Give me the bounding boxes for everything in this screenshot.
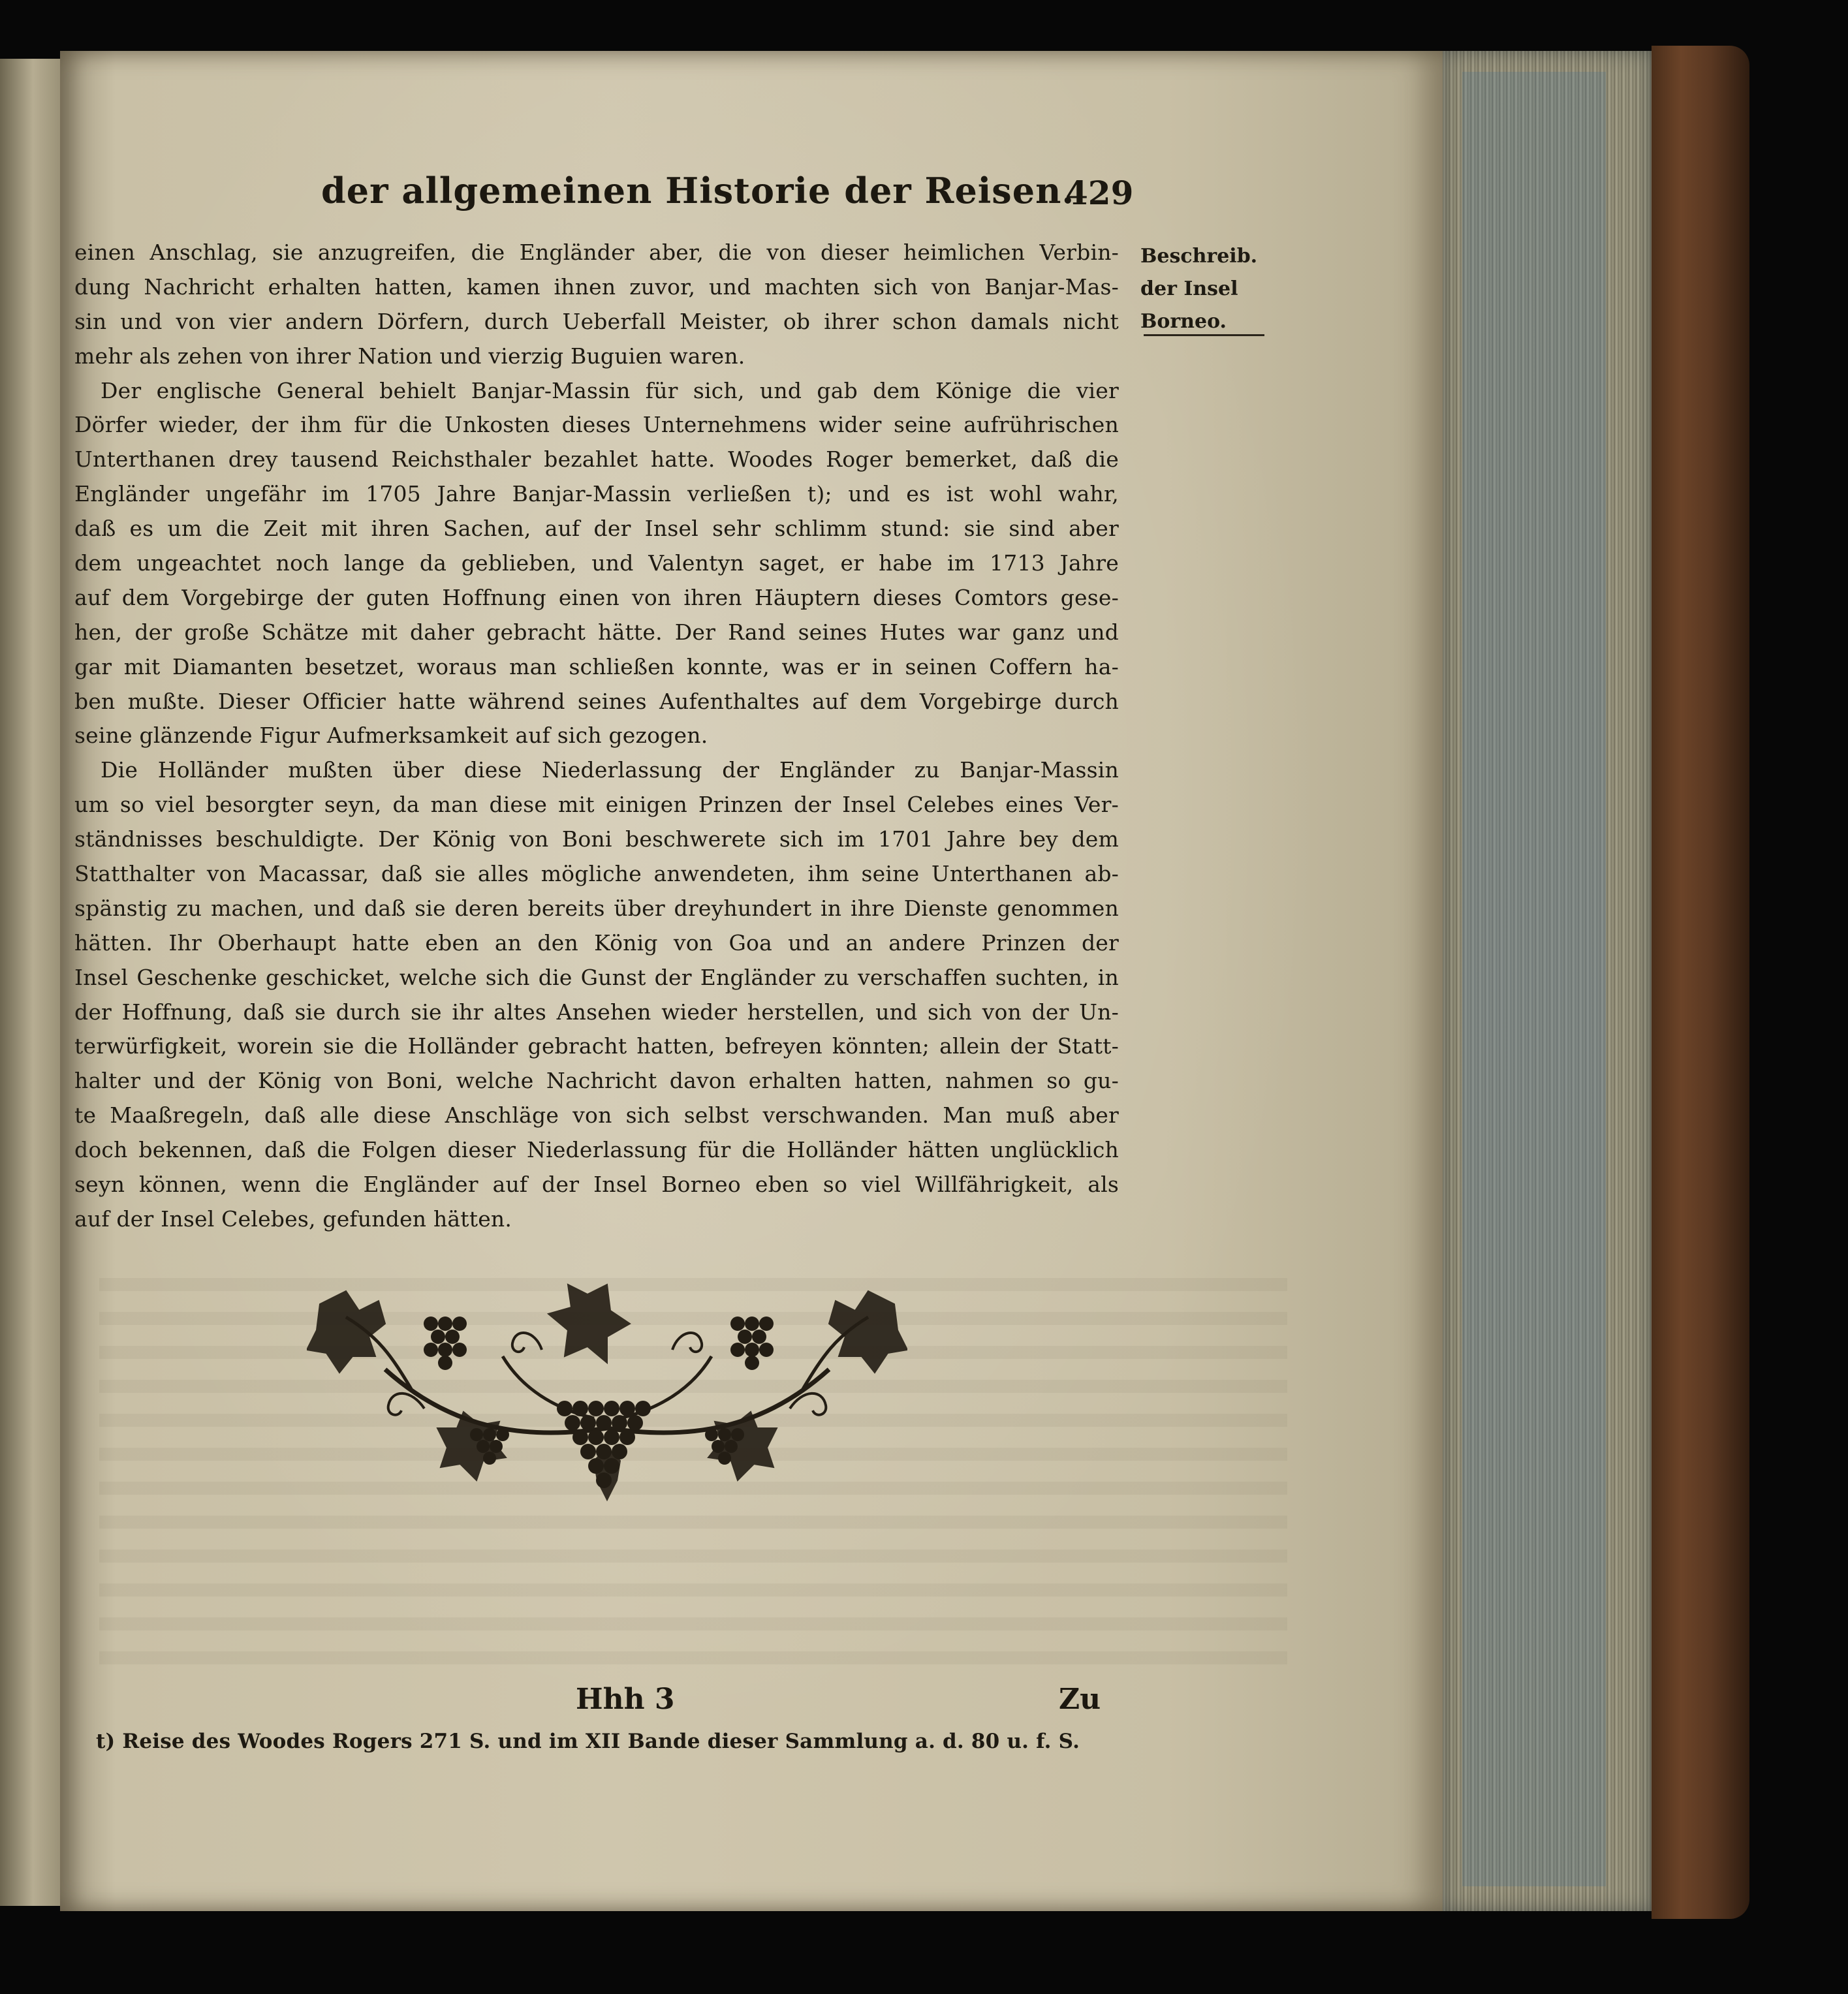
text-line: daß es um die Zeit mit ihren Sachen, auf der Insel sehr schlimm stund: sie sind aber xyxy=(74,516,1119,542)
text-line: hätten. Ihr Oberhaupt hatte eben an den König von Goa und an andere Prinzen der xyxy=(74,929,1119,956)
text-line: um so viel besorgter seyn, da man diese mit einigen Prinzen der Insel Celebes eines Ver- xyxy=(74,792,1119,818)
page-number: 429 xyxy=(1065,174,1134,212)
previous-page-edge xyxy=(0,59,62,1906)
footnote: t) Reise des Woodes Rogers 271 S. und im XII Bande dieser Sammlung a. d. 80 u. f. S. xyxy=(96,1730,1080,1753)
text-line: Statthalter von Macassar, daß sie alles mögliche anwendeten, ihm seine Unterthanen ab- xyxy=(74,861,1119,887)
text-line: der Hoffnung, daß sie durch sie ihr altes Ansehen wieder herstellen, und sich von der Un- xyxy=(74,999,1119,1025)
leather-cover xyxy=(1652,46,1749,1919)
text-line: seine glänzende Figur Aufmerksamkeit auf sich gezogen. xyxy=(74,723,708,749)
book-fore-edge xyxy=(1443,51,1652,1911)
marginal-note-line: der Insel xyxy=(1140,277,1238,300)
text-line: hen, der große Schätze mit daher gebracht hätte. Der Rand seines Hutes war ganz und xyxy=(74,619,1119,645)
text-line: auf der Insel Celebes, gefunden hätten. xyxy=(74,1206,512,1232)
marginal-note-line: Beschreib. xyxy=(1140,245,1258,268)
text-line: doch bekennen, daß die Folgen dieser Niederlassung für die Holländer hätten unglücklich xyxy=(74,1137,1119,1163)
text-line: Dörfer wieder, der ihm für die Unkosten dieses Unternehmens wider seine aufrührischen xyxy=(74,412,1119,438)
text-line: ständnisses beschuldigte. Der König von Boni beschwerete sich im 1701 Jahre bey dem xyxy=(74,826,1119,852)
text-line: Engländer ungefähr im 1705 Jahre Banjar-Massin verließen t); und es ist wohl wahr, xyxy=(74,481,1119,507)
text-line: gar mit Diamanten besetzet, woraus man schließen konnte, was er in seinen Coffern ha- xyxy=(74,653,1119,679)
running-head: der allgemeinen Historie der Reisen. xyxy=(321,170,1075,211)
text-line: terwürfigkeit, worein sie die Holländer gebracht hatten, befreyen könnten; allein der Statt- xyxy=(74,1033,1119,1059)
catchword: Zu xyxy=(1059,1683,1101,1716)
text-line: Die Holländer mußten über diese Niederlassung der Engländer zu Banjar-Massin xyxy=(101,757,1119,783)
marginal-note xyxy=(1140,240,1277,338)
marginal-note-bracket xyxy=(1144,334,1264,336)
text-line: mehr als zehen von ihrer Nation und vierzig Buguien waren. xyxy=(74,343,745,369)
body-text xyxy=(74,236,1132,1237)
text-line: seyn können, wenn die Engländer auf der Insel Borneo eben so viel Willfährigkeit, als xyxy=(74,1172,1119,1198)
text-line: auf dem Vorgebirge der guten Hoffnung einen von ihren Häuptern dieses Comtors gese- xyxy=(74,584,1119,610)
book-page xyxy=(60,51,1443,1911)
text-line: Der englische General behielt Banjar-Massin für sich, und gab dem Könige die vier xyxy=(101,377,1119,403)
text-line: dem ungeachtet noch lange da geblieben, und Valentyn saget, er habe im 1713 Jahre xyxy=(74,550,1119,576)
text-line: dung Nachricht erhalten hatten, kamen ihnen zuvor, und machten sich von Banjar-Mas- xyxy=(74,273,1119,300)
text-line: einen Anschlag, sie anzugreifen, die Engländer aber, die von dieser heimlichen Verbin- xyxy=(74,240,1119,265)
text-line: spänstig zu machen, und daß sie deren bereits über dreyhundert in ihre Dienste genommen xyxy=(74,895,1119,921)
grape-cluster-left xyxy=(424,1316,467,1370)
text-line: te Maaßregeln, daß alle diese Anschläge von sich selbst verschwanden. Man muß aber xyxy=(74,1102,1119,1129)
text-line: Unterthanen drey tausend Reichsthaler bezahlet hatte. Woodes Roger bemerket, daß die xyxy=(74,446,1119,473)
text-line: halter und der König von Boni, welche Nachricht davon erhalten hatten, nahmen so gu- xyxy=(74,1068,1119,1094)
text-line: sin und von vier andern Dörfern, durch Ueberfall Meister, ob ihrer schon damals nicht xyxy=(74,308,1119,334)
text-line: Insel Geschenke geschicket, welche sich die Gunst der Engländer zu verschaffen suchten, in xyxy=(74,964,1119,990)
signature-mark-visible: Hhh 3 xyxy=(576,1683,675,1716)
grapevine-ornament-icon xyxy=(307,1278,907,1513)
text-line: ben mußte. Dieser Officier hatte während seines Aufenthaltes auf dem Vorgebirge durch xyxy=(74,688,1119,714)
marginal-note-line: Borneo. xyxy=(1140,310,1227,333)
